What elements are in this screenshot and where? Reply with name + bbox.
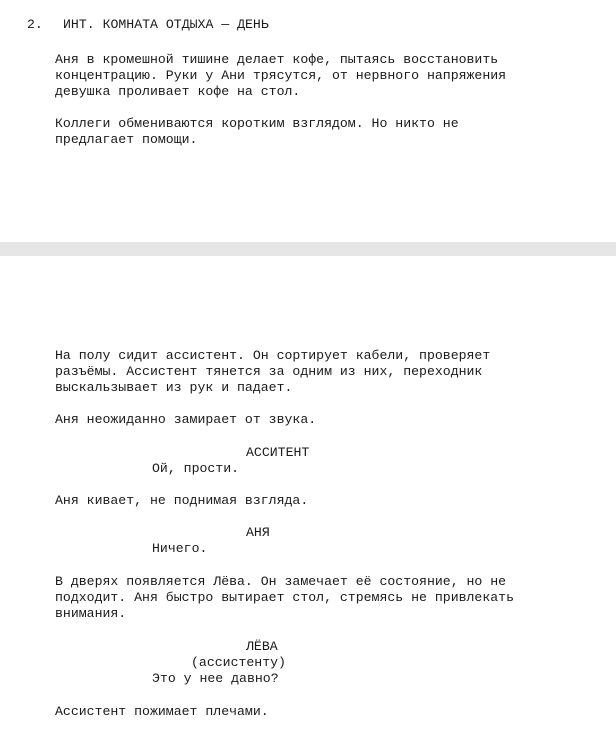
scene-heading: ИНТ. КОМНАТА ОТДЫХА — ДЕНЬ <box>63 17 269 32</box>
script-page-top <box>0 0 616 242</box>
action-line: На полу сидит ассистент. Он сортирует кабели, проверяет <box>55 348 491 363</box>
action-line: предлагает помощи. <box>55 132 198 147</box>
dialogue-line: Это у нее давно? <box>152 671 279 686</box>
script-page-bottom <box>0 256 616 740</box>
action-line: Коллеги обмениваются коротким взглядом. Но никто не <box>55 116 459 131</box>
action-line: подходит. Аня быстро вытирает стол, стремясь не привлекать <box>55 590 514 605</box>
character-name: АССИТЕНТ <box>246 445 310 460</box>
page-separator <box>0 242 616 256</box>
action-line: Аня неожиданно замирает от звука. <box>55 412 317 427</box>
character-name: ЛЁВА <box>246 639 278 654</box>
action-line: концентрацию. Руки у Ани трясутся, от нервного напряжения <box>55 68 507 83</box>
dialogue-line: Ой, прости. <box>152 461 240 476</box>
character-name: АНЯ <box>246 525 270 540</box>
action-line: разъёмы. Ассистент тянется за одним из них, переходник <box>55 364 483 379</box>
action-line: внимания. <box>55 606 127 621</box>
scene-number: 2. <box>27 17 43 32</box>
action-line: девушка проливает кофе на стол. <box>55 84 301 99</box>
parenthetical: (ассистенту) <box>191 655 286 670</box>
action-line: Аня в кромешной тишине делает кофе, пытаясь восстановить <box>55 52 499 67</box>
action-line: В дверях появляется Лёва. Он замечает её состояние, но не <box>55 574 507 589</box>
action-line: выскальзывает из рук и падает. <box>55 380 293 395</box>
dialogue-line: Ничего. <box>152 541 208 556</box>
action-line: Ассистент пожимает плечами. <box>55 704 269 719</box>
action-line: Аня кивает, не поднимая взгляда. <box>55 493 309 508</box>
